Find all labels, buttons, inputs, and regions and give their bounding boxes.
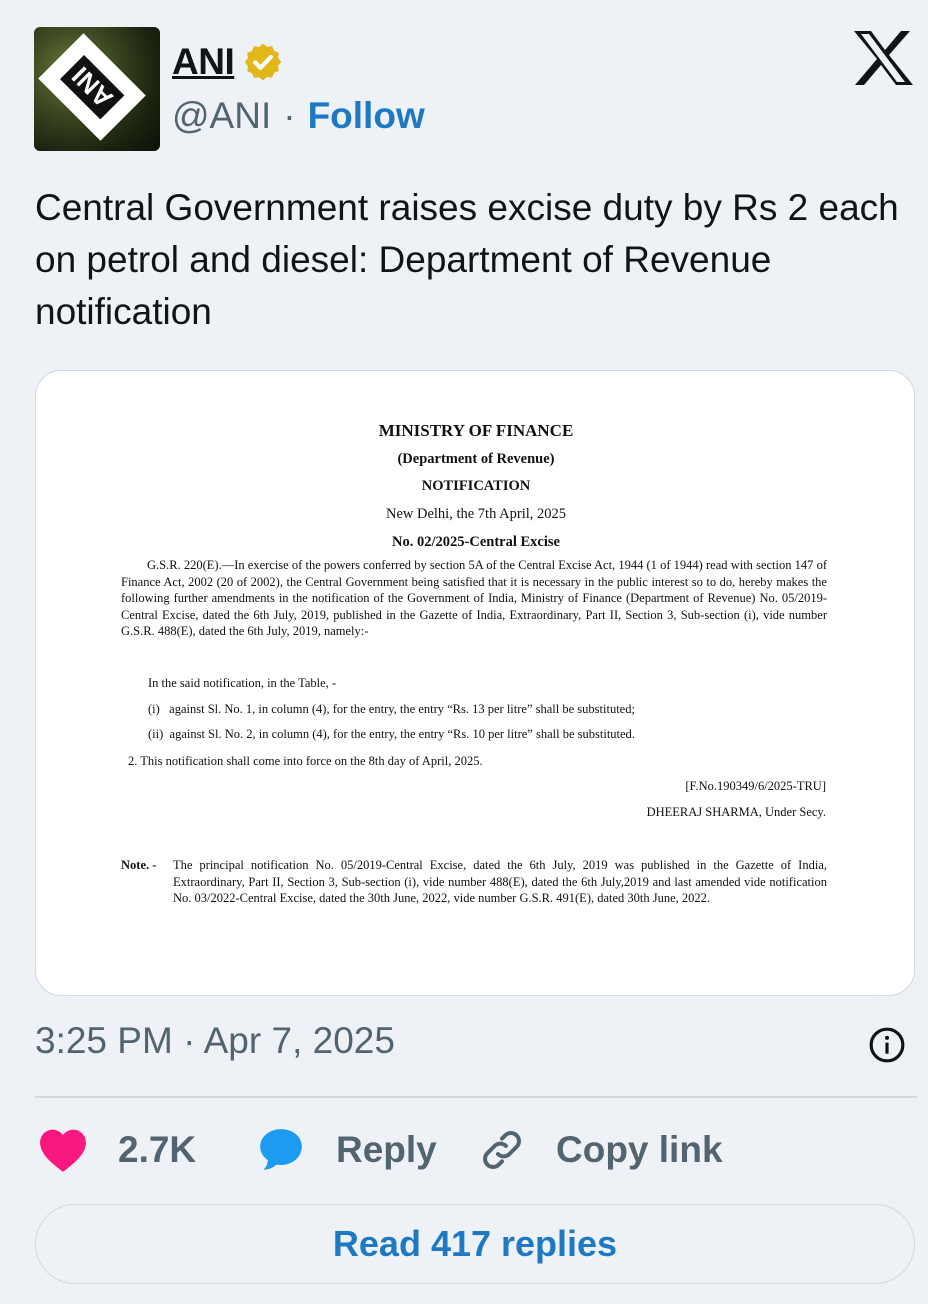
tweet-text: Central Government raises excise duty by Rs 2 each on petrol and diesel: Department of Revenue notification [35,187,899,332]
doc-note [121,857,827,905]
ani-logo-text: ANI [60,55,124,119]
info-icon[interactable] [868,1026,906,1064]
author-handle[interactable]: @ANI [172,95,272,136]
doc-signatory: DHEERAJ SHARMA, Under Secy. [646,805,826,819]
like-count: 2.7K [118,1129,197,1170]
doc-number: No. 02/2025-Central Excise [392,534,560,550]
doc-notification: NOTIFICATION [421,478,531,494]
attached-document-image[interactable] [35,370,915,996]
doc-note-body: The principal notification No. 05/2019-Central Excise, dated the 6th July, 2019 was published in the Gazette of India, Extraordinary, Part II, Section 3, Sub-section (i), vide number 488(E), dated the 6th July,2019 and last amended vide notification No. 03/2022-Central Excise, dated the 30th June, 2022, vide number G.S.R. 491(E), dated 30th June, 2022. [173,858,827,905]
author-name[interactable]: ANI [172,41,235,82]
author-name-row [172,36,284,88]
doc-department: (Department of Revenue) [397,451,555,467]
doc-note-label: Note. - [121,858,157,872]
follow-button[interactable]: Follow [307,95,425,136]
doc-ministry: MINISTRY OF FINANCE [378,421,574,440]
link-icon [478,1126,526,1174]
copy-link-button[interactable] [478,1124,723,1176]
doc-file-number: [F.No.190349/6/2025-TRU] [685,779,826,793]
reply-bubble-icon [256,1125,306,1175]
verified-badge-icon [242,41,284,83]
heart-icon [38,1127,88,1173]
like-button[interactable] [38,1124,196,1176]
reply-button[interactable] [256,1124,437,1176]
doc-body-paragraph: G.S.R. 220(E).—In exercise of the powers conferred by section 5A of the Central Excise Act, 1944 (1 of 1944) read with section 147 of Finance Act, 2002 (20 of 2002), the Central Government being satisfied that it is necessary in the public interest so to do, hereby makes the following further amendments in the notification of the Government of India, Ministry of Finance (Department of Revenue) No. 05/2019-Central Excise, dated the 6th July, 2019, published in the Gazette of India, Extraordinary, Part II, Section 3, Sub-section (i), vide number G.S.R. 488(E), dated the 6th July, 2019, namely:- [121,558,827,638]
copy-link-label: Copy link [556,1129,723,1170]
doc-item-1: (i) against Sl. No. 1, in column (4), for the entry, the entry “Rs. 13 per litre” shall be substituted; [148,702,635,716]
doc-item-2: (ii) against Sl. No. 2, in column (4), for the entry, the entry “Rs. 10 per litre” shall be substituted. [148,727,635,741]
author-avatar[interactable] [34,27,160,151]
author-handle-row [172,92,425,140]
doc-clause-2: 2. This notification shall come into force on the 8th day of April, 2025. [128,754,483,768]
read-replies-button[interactable]: Read 417 replies [35,1204,915,1284]
tweet-timestamp[interactable]: 3:25 PM · Apr 7, 2025 [35,1020,395,1061]
doc-table-intro: In the said notification, in the Table, - [148,676,337,690]
divider [35,1096,917,1098]
x-logo-icon[interactable] [852,30,914,86]
separator-dot: · [283,95,296,136]
doc-place-date: New Delhi, the 7th April, 2025 [385,506,567,522]
ani-logo [38,33,145,140]
reply-label: Reply [336,1129,437,1170]
